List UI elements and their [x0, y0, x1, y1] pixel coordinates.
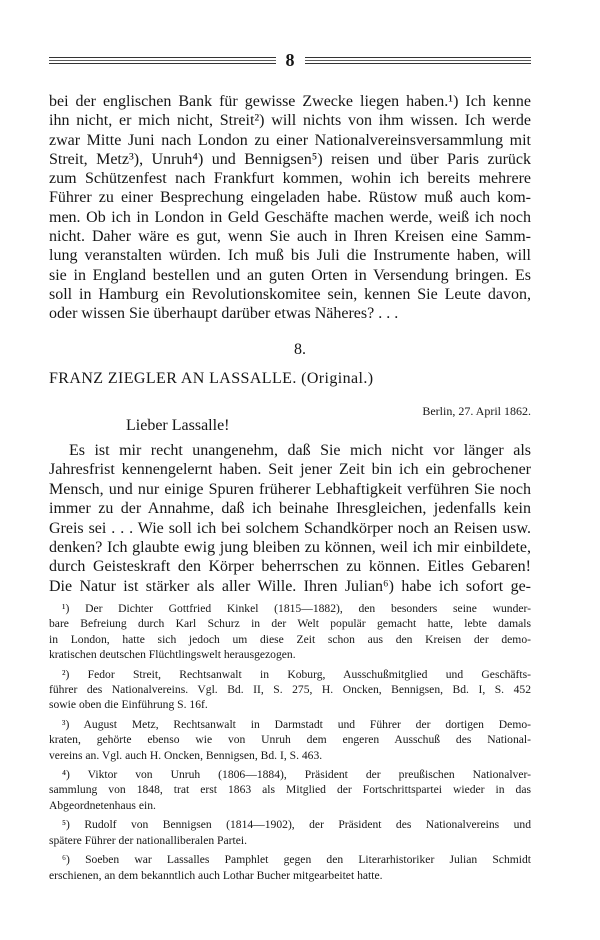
footnote-line: ²) Fedor Streit, Rechtsanwalt in Koburg, Ausschußmitglied und Geschäfts- — [62, 667, 531, 681]
letter-line: immer zu der Annahme, daß ich beinahe Ihresgleichen, jedenfalls kein — [49, 500, 531, 518]
body-line: zum Schützenfest nach Frankfurt kommen, wohin ich bereits mehrere — [49, 170, 531, 188]
letter-paragraph — [49, 441, 531, 596]
page-header — [49, 50, 531, 70]
footnote-line: führer des Nationalvereins. Vgl. Bd. II, S. 275, H. Oncken, Bennigsen, Bd. I, S. 452 — [49, 683, 531, 697]
footnote-6 — [49, 852, 531, 883]
section-number: 8. — [294, 341, 306, 358]
footnote-line: ⁶) Soeben war Lassalles Pamphlet gegen den Literarhistoriker Julian Schmidt — [62, 853, 531, 867]
footnote-1 — [49, 601, 531, 663]
footnote-3 — [49, 717, 531, 763]
footnote-line: ³) August Metz, Rechtsanwalt in Darmstadt und Führer der dortigen Demo- — [62, 717, 531, 731]
body-line: Führer zu einer Besprechung eingeladen habe. Rüstow muß auch kom- — [49, 189, 531, 207]
body-paragraph — [49, 92, 531, 324]
letter-line: denken? Ich glaubte ewig jung bleiben zu können, weil ich mir einbildete, — [49, 539, 531, 557]
body-line: zwar Mitte Juni nach London zu einer Nationalvereinsversammlung mit — [49, 131, 531, 149]
header-rule-right — [305, 57, 532, 64]
footnote-line: sammlung von 1848, trat erst 1863 als Mitglied der Fortschrittspartei wieder in das — [49, 783, 531, 797]
body-line: Streit, Metz³), Unruh⁴) und Bennigsen⁵) reisen und über Paris zurück — [49, 150, 531, 168]
body-line: men. Ob ich in London in Geld Geschäfte machen werde, weiß ich noch — [49, 208, 531, 226]
letter-line: durch Geisteskraft den Körper beherrschen zu können. Eitles Gebaren! — [49, 558, 531, 576]
footnote-line: bare Befreiung durch Karl Schurz in der Welt populär gemacht hatte, lebte damals — [49, 617, 531, 631]
footnotes — [49, 601, 531, 887]
letter-line: Jahresfrist kennengelernt haben. Seit jener Zeit bin ich ein gebrochener — [49, 461, 531, 479]
body-line: oder wissen Sie überhaupt darüber etwas Näheres? . . . — [49, 305, 399, 323]
header-rule-left — [49, 57, 276, 64]
body-line: bei der englischen Bank für gewisse Zwecke liegen haben.¹) Ich kenne — [49, 93, 531, 110]
footnote-line: Abgeordnetenhaus ein. — [49, 798, 156, 812]
letter-line: Die Natur ist stärker als aller Wille. Ihren Julian⁶) habe ich sofort ge- — [49, 577, 531, 595]
letter-line: Greis sei . . . Wie soll ich bei solchem Schandkörper noch an Reisen usw. — [49, 519, 531, 537]
footnote-line: kraten, gehörte ebenso wie von Unruh dem engeren Ausschuß des National- — [49, 733, 531, 747]
footnote-line: spätere Führer der nationalliberalen Partei. — [49, 833, 247, 847]
letter-dateline: Berlin, 27. April 1862. — [422, 404, 531, 418]
footnote-4 — [49, 767, 531, 813]
body-line: soll in Hamburg ein Revolutionskomitee sein, kennen Sie Leute davon, — [49, 285, 531, 303]
body-line: ihn nicht, er mich nicht, Streit²) will nichts von ihm wissen. Ich werde — [49, 112, 531, 130]
footnote-line: in London, hatte sich jedoch um diese Zeit schon aus den Kreisen der demo- — [49, 632, 531, 646]
footnote-line: erschienen, an dem bekanntlich auch Lothar Bucher mitgearbeitet hatte. — [49, 868, 383, 882]
footnote-5 — [49, 817, 531, 848]
footnote-line: ⁵) Rudolf von Bennigsen (1814—1902), der Präsident des Nationalvereins und — [62, 818, 531, 832]
footnote-line: kratischen deutschen Flüchtlingswelt herausgezogen. — [49, 648, 296, 662]
footnote-line: sowie oben die Einführung S. 16f. — [49, 698, 208, 712]
footnote-2 — [49, 667, 531, 713]
letter-salutation: Lieber Lassalle! — [126, 417, 230, 434]
letter-line: Es ist mir recht unangenehm, daß Sie mich nicht vor länger als — [69, 442, 531, 459]
body-line: nicht. Daher wäre es gut, wenn Sie auch in Ihren Kreisen eine Samm- — [49, 228, 531, 246]
body-line: lung veranstalten würden. Ich muß bis Juli die Instrumente haben, will — [49, 247, 531, 265]
footnote-line: ⁴) Viktor von Unruh (1806—1884), Präsident der preußischen Nationalver- — [62, 768, 531, 782]
footnote-line: ¹) Der Dichter Gottfried Kinkel (1815—1882), den besonders seine wunder- — [62, 602, 531, 615]
letter-line: Mensch, und nur einige Spuren früherer Lebhaftigkeit verführen Sie noch — [49, 480, 531, 498]
page-number: 8 — [285, 50, 295, 70]
body-line: sie in England bestellen und an guten Orten in Versendung bringen. Es — [49, 266, 531, 284]
section-title: FRANZ ZIEGLER AN LASSALLE. (Original.) — [49, 370, 374, 387]
footnote-line: vereins an. Vgl. auch H. Oncken, Bennigsen, Bd. I, S. 463. — [49, 748, 323, 762]
